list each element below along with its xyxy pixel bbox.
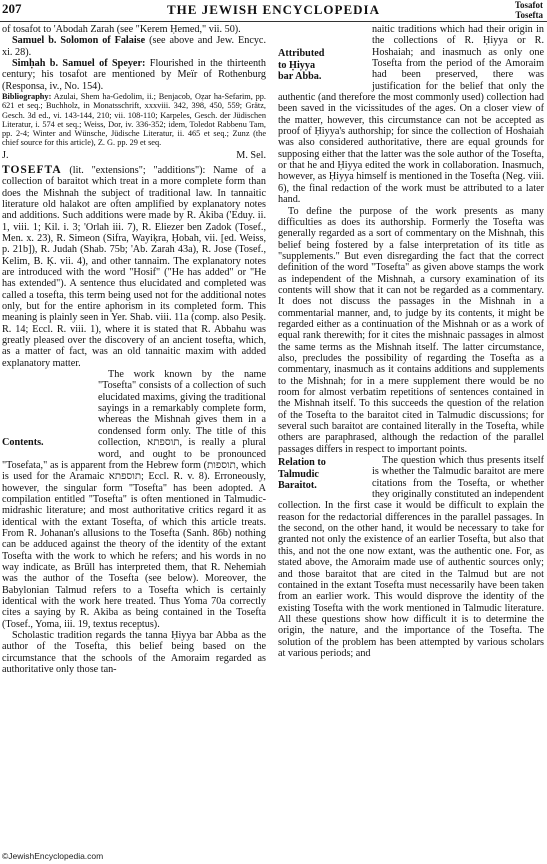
right-paragraph-3: The question which thus presents itself is whether the Talmudic baraitot are mere citations from the Tosefta, or whether they originally constituted an independent collection. In the first case it would be difficult to explain the reason for the redactorial differences in the parallel passages. In the second, on the other hand, it would be necessary to take for granted not only the existence of an earlier Tosefta, but also that this, and not the one now extant, was the authentic one. For, as stated above, the Amoraim made use of authentic sources only; and those baraitot that are cited in the Talmud but are not contained in the extant Tosefta must necessarily have been taken from an earlier work. This would disprove the identity of the existing Tosefta with the work mentioned in Talmudic literature. All these questions show how difficult it is to determine the origin, the nature, and the importance of the Tosefta. The solution of the problem has been attempted by various scholars at various periods; and (278, 455, 544, 659)
sidenote-line: Relation to (278, 457, 326, 469)
tosefta-paragraph-3: Scholastic tradition regards the tanna Ḥiyya bar Abba as the author of the Tosefta, this belief being based on the circumstance that the schools of the Amoraim regarded as authoritative only those tan- (2, 630, 266, 676)
sidenote-relation (278, 457, 366, 492)
entry-text: (see above and Jew. Encyc. xi. 28). (2, 35, 266, 58)
sidenote-contents: Contents. (2, 437, 44, 449)
entry-simhah-speyer (2, 58, 266, 92)
running-head-last: Tosefta (515, 10, 543, 20)
article-headword: TOSEFTA (2, 163, 62, 176)
entry-name: Samuel b. Solomon of Falaise (12, 35, 146, 47)
signature-line (2, 150, 266, 161)
sidenote-line: Baraitot. (278, 480, 317, 492)
paragraph-text: (lit. "extensions"; "additions"): Name of a collection of baraitot which treat in a more complete form than does the Mishnah the subject of traditional law. In tannaitic literature old halakot are often amplified by explanatory notes and additions. Such additions were made by R. Akiba ('Eduy. ii. 1, viii. 1; Kil. i. 3; 'Orlah iii. 7), R. Eliezer ben Zadok (Tosef., Men. x. 23), R. Simeon (Sifra, Wayiḳra, Ḥobah, vii. [ed. Weiss, p. 21b]), R. Judah (Shab. 75b; 'Ab. Zarah 43a), R. Jose (Tosef., Kelim, B. Ḳ. vii. 4), and other tannaim. The explanatory notes are introduced with the word "Hosif" ("He has added" or "He has extended"). A sentence thus elucidated and completed was called a tosefta, this term being used not for the additional notes only, but for the entire aphorism in its completed form. This meaning is plainly seen in Yer. Shab. viii. 11a (comp. also Pesiḳ. R. 14; Eccl. R. viii. 1), where it is stated that R. Abbahu was greatly pleased over the discovery of an ancient tosefta, which, as a matter of fact, was an old tannaitic maxim with added explanatory matter. (2, 164, 266, 369)
sidenote-line: Attributed (278, 48, 325, 59)
bibliography-text: Azulai, Shem ha-Gedolim, ii.; Benjacob, Oẓar ha-Sefarim, pp. 621 et seq.; Buchholz, in Monatsschrift, xxxviii. 342, 398, 450, 559; Grätz, Gesch. 3d ed., vi. 143-144, 210; vii. 108-110; Karpeles, Gesch. der Jüdischen Literatur, i. 574 et seq.; Weiss, Dor, iv. 336-352; idem, Toledot Rabbenu Tam, pp. 2-4; Winter and Wünsche, Jüdische Literatur, ii. 465 et seq.; Zunz (the chief source for this article), Z. G. pp. 29 et seq. (2, 92, 266, 148)
entry-name: Simḥah b. Samuel of Speyer: (12, 58, 146, 70)
tosefta-paragraph-2: The work known by the name "Tosefta" consists of a collection of such elucidated maxims, giving the traditional sayings in a remarkably complete form, whereas the Mishnah gives them in a condensed form only. The title of this collection, תוספתא, is really a plural word, and ought to be pronounced "Tosefata," as is apparent from the Hebrew form (תוספות, which is used for the Aramaic תוספתא; Eccl. R. v. 8). Erroneously, however, the singular form "Tosefta" has been adopted. A compilation entitled "Tosefta" is often mentioned in Talmudic-midrashic literature; and most authoritative critics regard it as identical with the extant Tosefta, of which this article treats. From R. Johanan's allusions to the Tosefta (Sanh. 86b) nothing can be adduced against the theory of the identity of the extant Tosefta with the work to which he refers; and his words in no way indicate, as Brüll has interpreted them, that R. Nehemiah was the author of the Tosefta (see below). Moreover, the Babylonian Talmud refers to a Tosefta which is certainly identical with the work here treated. Thus Yoma 70a correctly cites a saying by R. Akiba as being contained in the Tosefta (Tosef., Yoma, iii. 19, textus receptus). (2, 369, 266, 630)
sidenote-line: Talmudic (278, 468, 319, 480)
tosefta-paragraph-1 (2, 165, 266, 369)
publication-title: THE JEWISH ENCYCLOPEDIA (167, 2, 380, 17)
running-head (515, 0, 543, 20)
page-number: 207 (2, 1, 22, 16)
sidenote-line: bar Abba. (278, 71, 322, 82)
signature-author: M. Sel. (236, 149, 266, 161)
header-rule (0, 21, 547, 22)
bibliography (2, 92, 266, 148)
entry-samuel-falaise (2, 35, 266, 58)
signature-initial: J. (2, 149, 9, 161)
intro-fragment: of tosafot to 'Abodah Zarah (see "Kerem Ḥemed," vii. 50). (2, 24, 241, 35)
sidenote-attributed (278, 48, 366, 83)
running-head-first: Tosafot (514, 0, 543, 10)
page-header (0, 0, 547, 22)
entry-text: Flourished in the thirteenth century; his tosafot are mentioned by Meïr of Rothenburg (Responsa, iv., No. 154). (2, 58, 266, 92)
bibliography-label: Bibliography: (2, 92, 52, 102)
left-column (2, 24, 266, 860)
right-paragraph-1: naitic traditions which had their origin in the collections of R. Ḥiyya or R. Hoshaiah; and inasmuch as only one Tosefta from the period of the Amoraim had been preserved, there was justification for the belief that only the authentic (and therefore the most commonly used) collection had been saved in the vicissitudes of the ages. On a closer view of the matter, however, this circumstance can not be accepted as proof of Ḥiyya's authorship; for since the collection of Hoshaiah was also considered authoritative, there are equal grounds for supposing either that the latter was the sole author of the Tosefta, or that he and Ḥiyya edited the work in collaboration. Inasmuch, however, as Ḥiyya himself is mentioned in the Tosefta (Neg. viii. 6), the final redaction of the work must be attributed to a later hand. (278, 24, 544, 206)
copyright-footer: ©JewishEncyclopedia.com (2, 851, 104, 861)
sidenote-line: to Ḥiyya (278, 59, 316, 71)
right-paragraph-2: To define the purpose of the work presents as many difficulties as does its authorship. Formerly the Tosefta was generally regarded as a sort of commentary on the Mishnah, this belief being fostered by a false interpretation of its title as "supplements." But even disregarding the fact that the correct definition of the word "Tosefta" as given above stamps the work as independent of the Mishnah, a cursory examination of its contents will show that it can not be regarded as a commentary. It does not discuss the passages in the Mishnah in a commentarial manner, and, to judge by its contents, it might be regarded either as a continuation of the Mishnah or as a work of equal rank therewith; for it cites the mishnaic passages in almost the same terms as the Mishnah itself. The latter circumstance, also, precludes the possibility of regarding the Tosefta as a commentary, inasmuch as it contains additions and supplements to the Mishnah; for in a mere supplement there would be no room for almost verbatim repetitions of sentences contained in the Mishnah itself. To this succeeds the question of the relation of the Tosefta to the baraitot cited in Talmudic discussions; for several such baraitot are contained literally in the Tosefta, while others are paraphrased, although the redaction of the parallel passages differs in respect to important points. (278, 205, 544, 455)
right-column (278, 24, 544, 860)
